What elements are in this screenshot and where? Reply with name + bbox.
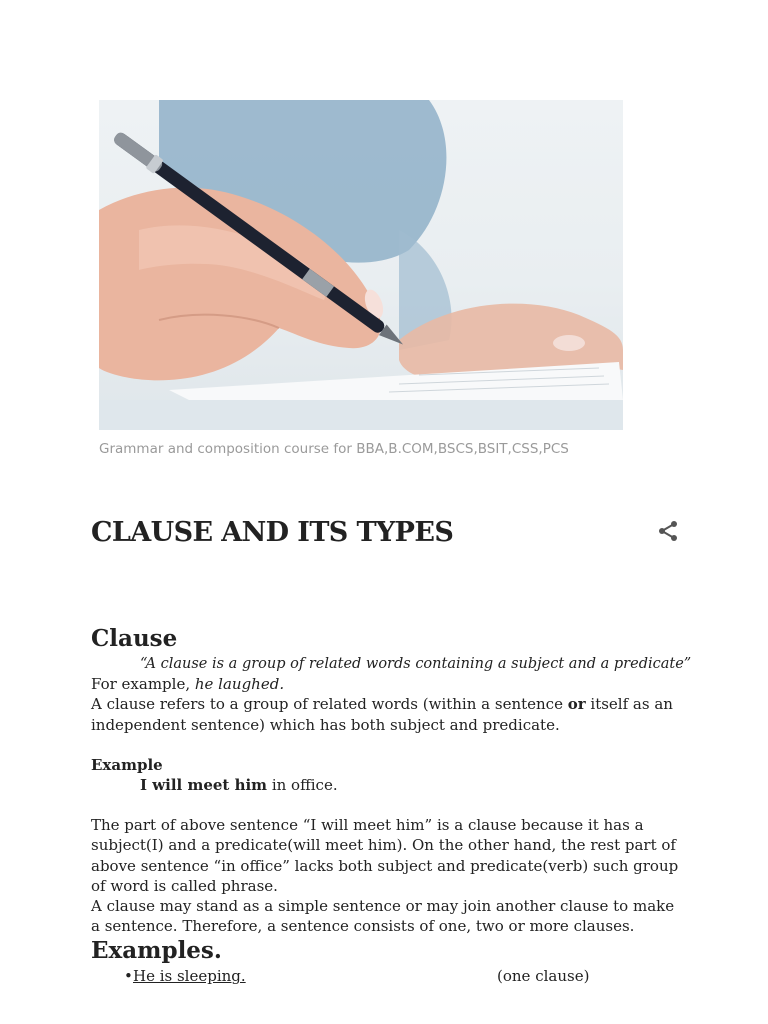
for-example-text: he laughed. <box>194 675 285 694</box>
hero-image <box>99 100 623 430</box>
example-sentence <box>91 775 681 795</box>
article-body <box>91 624 692 988</box>
post-title: CLAUSE AND ITS TYPES <box>91 517 454 548</box>
share-icon[interactable] <box>656 519 680 543</box>
example-bold: I will meet him <box>140 776 268 795</box>
hand-writing-with-pen-photo <box>99 100 623 430</box>
definition-quote: “A clause is a group of related words containing a subject and a predicate” <box>140 656 692 672</box>
bullet-icon: • <box>124 967 133 986</box>
paragraph-1 <box>91 694 681 734</box>
paragraph-1-text-b: itself as an independent sentence) which has both subject and predicate. <box>91 695 673 734</box>
example-rest: in office. <box>267 776 338 795</box>
example-sentence-link: He is sleeping. <box>133 967 246 986</box>
for-example-prefix: For example, <box>91 675 195 694</box>
list-item <box>91 966 681 988</box>
example-note: (one clause) <box>497 967 590 986</box>
example-label-text: Example <box>91 755 163 774</box>
paragraph-3: A clause may stand as a simple sentence or may join another clause to make a sentence. Therefore, a sentence consists of one, two or more clauses. <box>91 897 675 936</box>
section-heading-clause: Clause <box>91 625 178 652</box>
paragraph-1-text-a: A clause refers to a group of related words (within a sentence <box>91 695 568 714</box>
for-example-line <box>91 674 681 694</box>
image-caption: Grammar and composition course for BBA,B.COM,BSCS,BSIT,CSS,PCS <box>99 441 569 457</box>
example-label <box>91 755 681 775</box>
section-heading-examples: Examples. <box>91 937 222 965</box>
paragraph-1-bold: or <box>567 695 586 714</box>
paragraph-2: The part of above sentence “I will meet him” is a clause because it has a subject(I) and a predicate(will meet him). On the other hand, the rest part of above sentence “in office” lacks both subject and predicate(verb) such group of word is called phrase. <box>91 816 679 895</box>
